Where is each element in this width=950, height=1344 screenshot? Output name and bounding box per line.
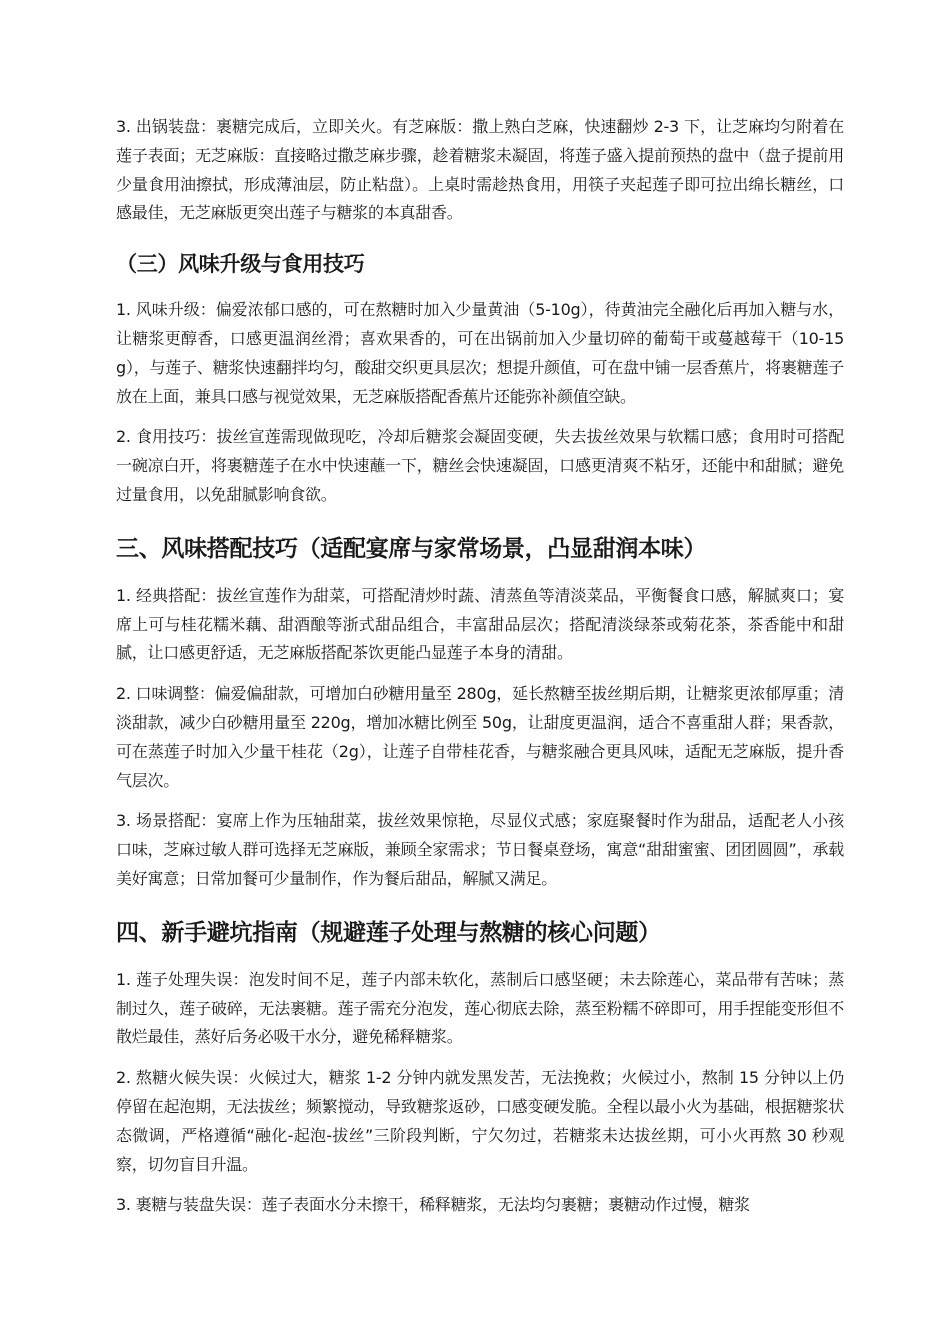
paragraph-lotus-handling: 1. 莲子处理失误：泡发时间不足，莲子内部未软化，蒸制后口感坚硬；未去除莲心，菜品带有苦味；蒸制过久，莲子破碎，无法裹糖。莲子需充分泡发，莲心彻底去除，蒸至粉糯不碎即可，用手捏能变形但不散烂最佳，蒸好后务必吸干水分，避免稀释糖浆。 (116, 969, 844, 1047)
paragraph-coating-plating: 3. 裹糖与装盘失误：莲子表面水分未擦干，稀释糖浆，无法均匀裹糖；裹糖动作过慢，糖浆 (116, 1195, 750, 1215)
paragraph-taste-adjustment: 2. 口味调整：偏爱偏甜款，可增加白砂糖用量至 280g，延长熬糖至拔丝期后期，让糖浆更浓郁厚重；清淡甜款，减少白砂糖用量至 220g，增加冰糖比例至 50g，让甜度更温润，适合不喜重甜人群；果香款，可在蒸莲子时加入少量干桂花（2g），让莲子自带桂花香，与糖浆融合更具风味，适配无芝麻版，提升香气层次。 (116, 684, 844, 790)
paragraph-flavor-upgrade: 1. 风味升级：偏爱浓郁口感的，可在熬糖时加入少量黄油（5-10g），待黄油完全融化后再加入糖与水，让糖浆更醇香，口感更温润丝滑；喜欢果香的，可在出锅前加入少量切碎的葡萄干或蔓越莓干（10-15g），与莲子、糖浆快速翻拌均匀，酸甜交织更具层次；想提升颜值，可在盘中铺一层香蕉片，将裹糖莲子放在上面，兼具口感与视觉效果，无芝麻版搭配香蕉片还能弥补颜值空缺。 (116, 300, 844, 406)
paragraph-sugar-heat: 2. 熬糖火候失误：火候过大，糖浆 1-2 分钟内就发黑发苦，无法挽救；火候过小，熬制 15 分钟以上仍停留在起泡期，无法拔丝；频繁搅动，导致糖浆返砂，口感变硬发脆。全程以最小火为基础，根据糖浆状态微调，严格遵循“融化-起泡-拔丝”三阶段判断，宁欠勿过，若糖浆未达拔丝期，可小火再熬 30 秒观察，切勿盲目升温。 (116, 1068, 844, 1174)
heading-beginner-guide: 四、新手避坑指南（规避莲子处理与熬糖的核心问题） (116, 919, 661, 946)
paragraph-eating-tips: 2. 食用技巧：拔丝宣莲需现做现吃，冷却后糖浆会凝固变硬，失去拔丝效果与软糯口感；食用时可搭配一碗凉白开，将裹糖莲子在水中快速蘸一下，糖丝会快速凝固，口感更清爽不粘牙，还能中和甜腻；避免过量食用，以免甜腻影响食欲。 (116, 427, 844, 504)
paragraph-classic-pairing: 1. 经典搭配：拔丝宣莲作为甜菜，可搭配清炒时蔬、清蒸鱼等清淡菜品，平衡餐食口感，解腻爽口；宴席上可与桂花糯米藕、甜酒酿等浙式甜品组合，丰富甜品层次；搭配清淡绿茶或菊花茶，茶香能中和甜腻，让口感更舒适，无芝麻版搭配茶饮更能凸显莲子本身的清甜。 (116, 585, 844, 663)
paragraph-plating: 3. 出锅装盘：裹糖完成后，立即关火。有芝麻版：撒上熟白芝麻，快速翻炒 2-3 下，让芝麻均匀附着在莲子表面；无芝麻版：直接略过撒芝麻步骤，趁着糖浆未凝固，将莲子盛入提前预热的盘中（盘子提前用少量食用油擦拭，形成薄油层，防止粘盘）。上桌时需趁热食用，用筷子夹起莲子即可拉出绵长糖丝，口感最佳，无芝麻版更突出莲子与糖浆的本真甜香。 (116, 117, 844, 223)
paragraph-scene-pairing: 3. 场景搭配：宴席上作为压轴甜菜，拔丝效果惊艳，尽显仪式感；家庭聚餐时作为甜品，适配老人小孩口味，芝麻过敏人群可选择无芝麻版，兼顾全家需求；节日餐桌登场，寓意“甜甜蜜蜜、团团圆圆”，承载美好寓意；日常加餐可少量制作，作为餐后甜品，解腻又满足。 (116, 811, 844, 888)
document-content (116, 113, 844, 1232)
subheading-flavor-upgrade: （三）风味升级与食用技巧 (116, 252, 365, 277)
heading-flavor-pairing: 三、风味搭配技巧（适配宴席与家常场景，凸显甜润本味） (116, 535, 707, 562)
